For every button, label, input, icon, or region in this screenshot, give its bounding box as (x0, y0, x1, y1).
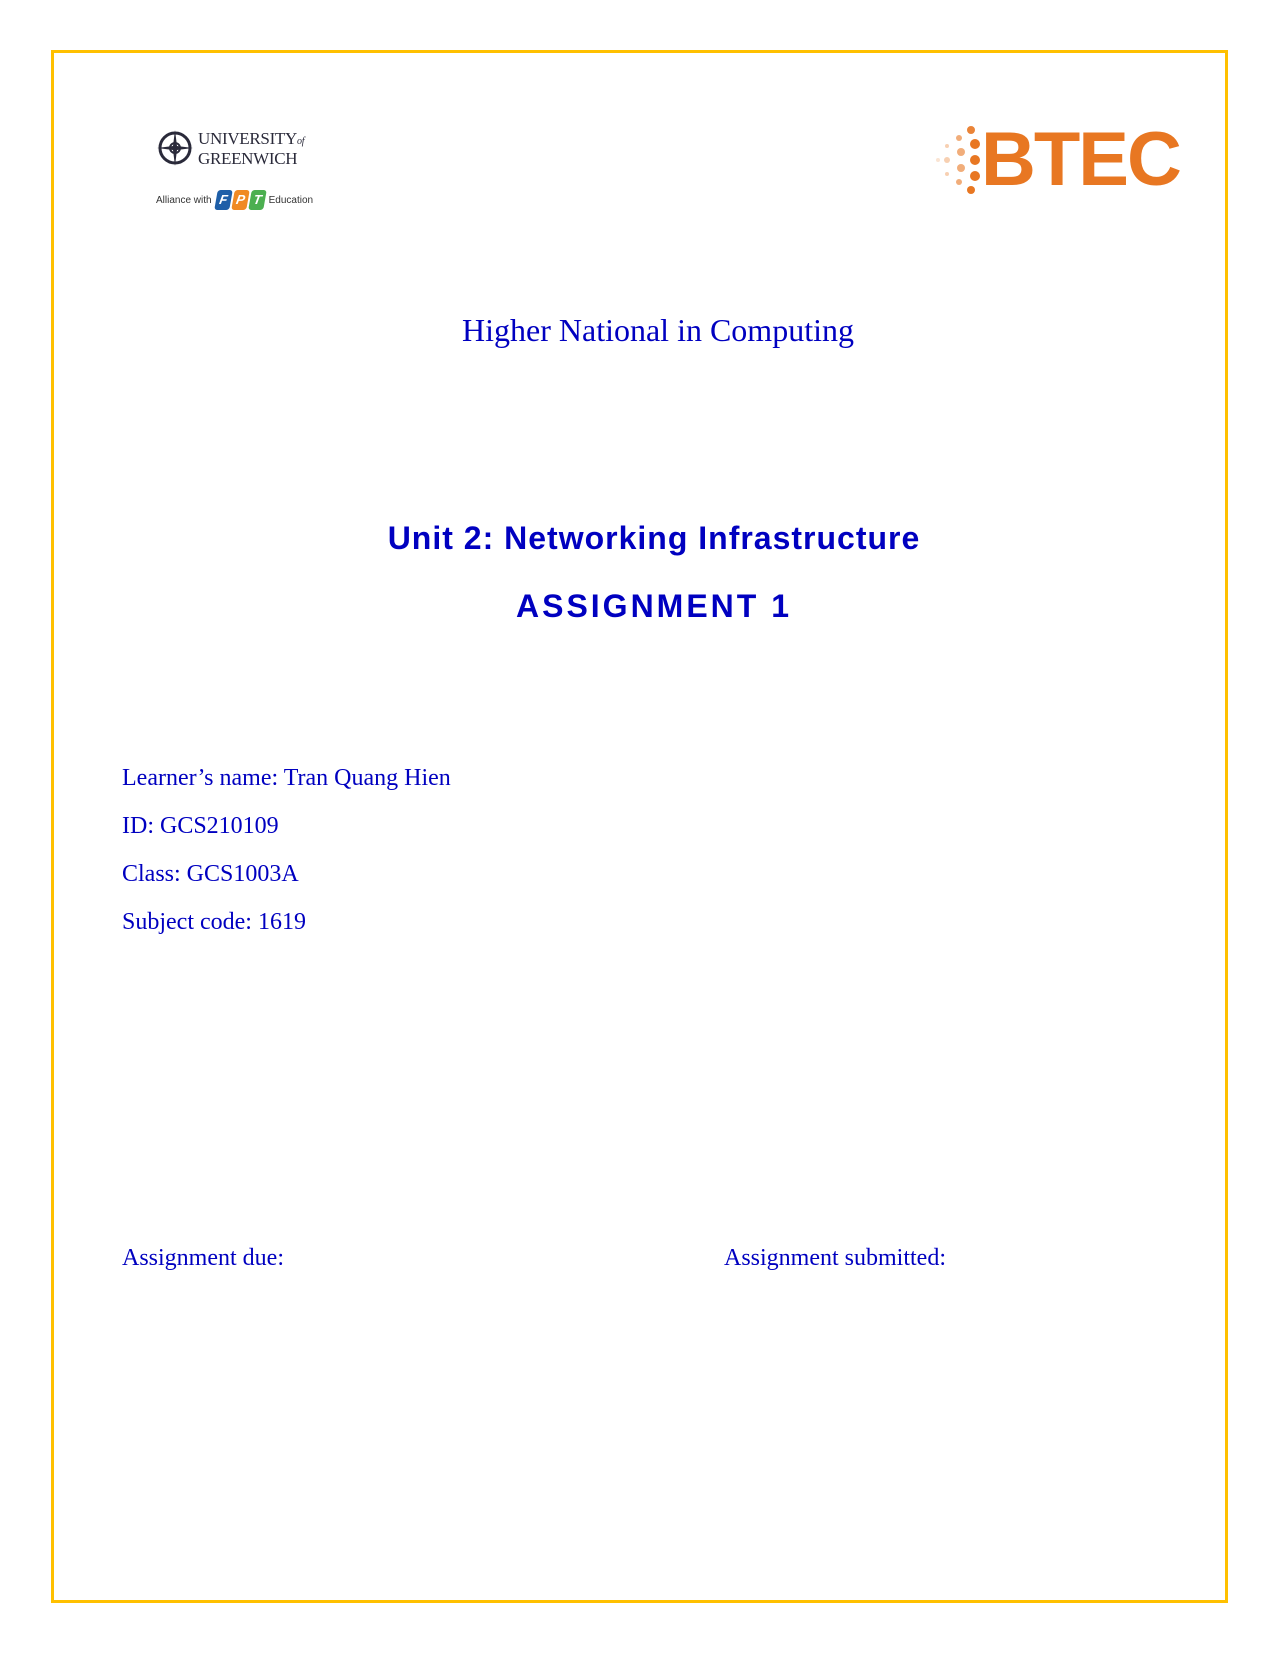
logo-text-university: UNIVERSITY (198, 129, 297, 148)
university-of-greenwich-logo (156, 128, 331, 218)
compass-rose-icon (156, 128, 194, 168)
fpt-logo (216, 190, 265, 210)
learner-class: Class: GCS1003A (122, 861, 299, 887)
logo-text-alliance: Alliance with (156, 194, 212, 206)
logo-text-greenwich: GREENWICH (198, 149, 298, 168)
logo-text-of: of (297, 136, 305, 147)
fpt-letter-t: T (248, 190, 267, 210)
subject-code: Subject code: 1619 (122, 909, 306, 935)
btec-logo (935, 117, 1185, 202)
assignment-due-label: Assignment due: (122, 1245, 284, 1271)
dots-icon (935, 124, 985, 200)
fpt-letter-p: P (231, 190, 250, 210)
learner-name: Learner’s name: Tran Quang Hien (122, 765, 451, 791)
unit-title: Unit 2: Networking Infrastructure (387, 520, 921, 556)
logo-text-education: Education (268, 194, 314, 206)
btec-wordmark: BTEC (981, 117, 1180, 202)
fpt-letter-f: F (214, 190, 233, 210)
learner-id: ID: GCS210109 (122, 813, 279, 839)
assignment-submitted-label: Assignment submitted: (724, 1245, 946, 1271)
assignment-title: ASSIGNMENT 1 (515, 588, 793, 624)
program-title: Higher National in Computing (462, 312, 854, 348)
